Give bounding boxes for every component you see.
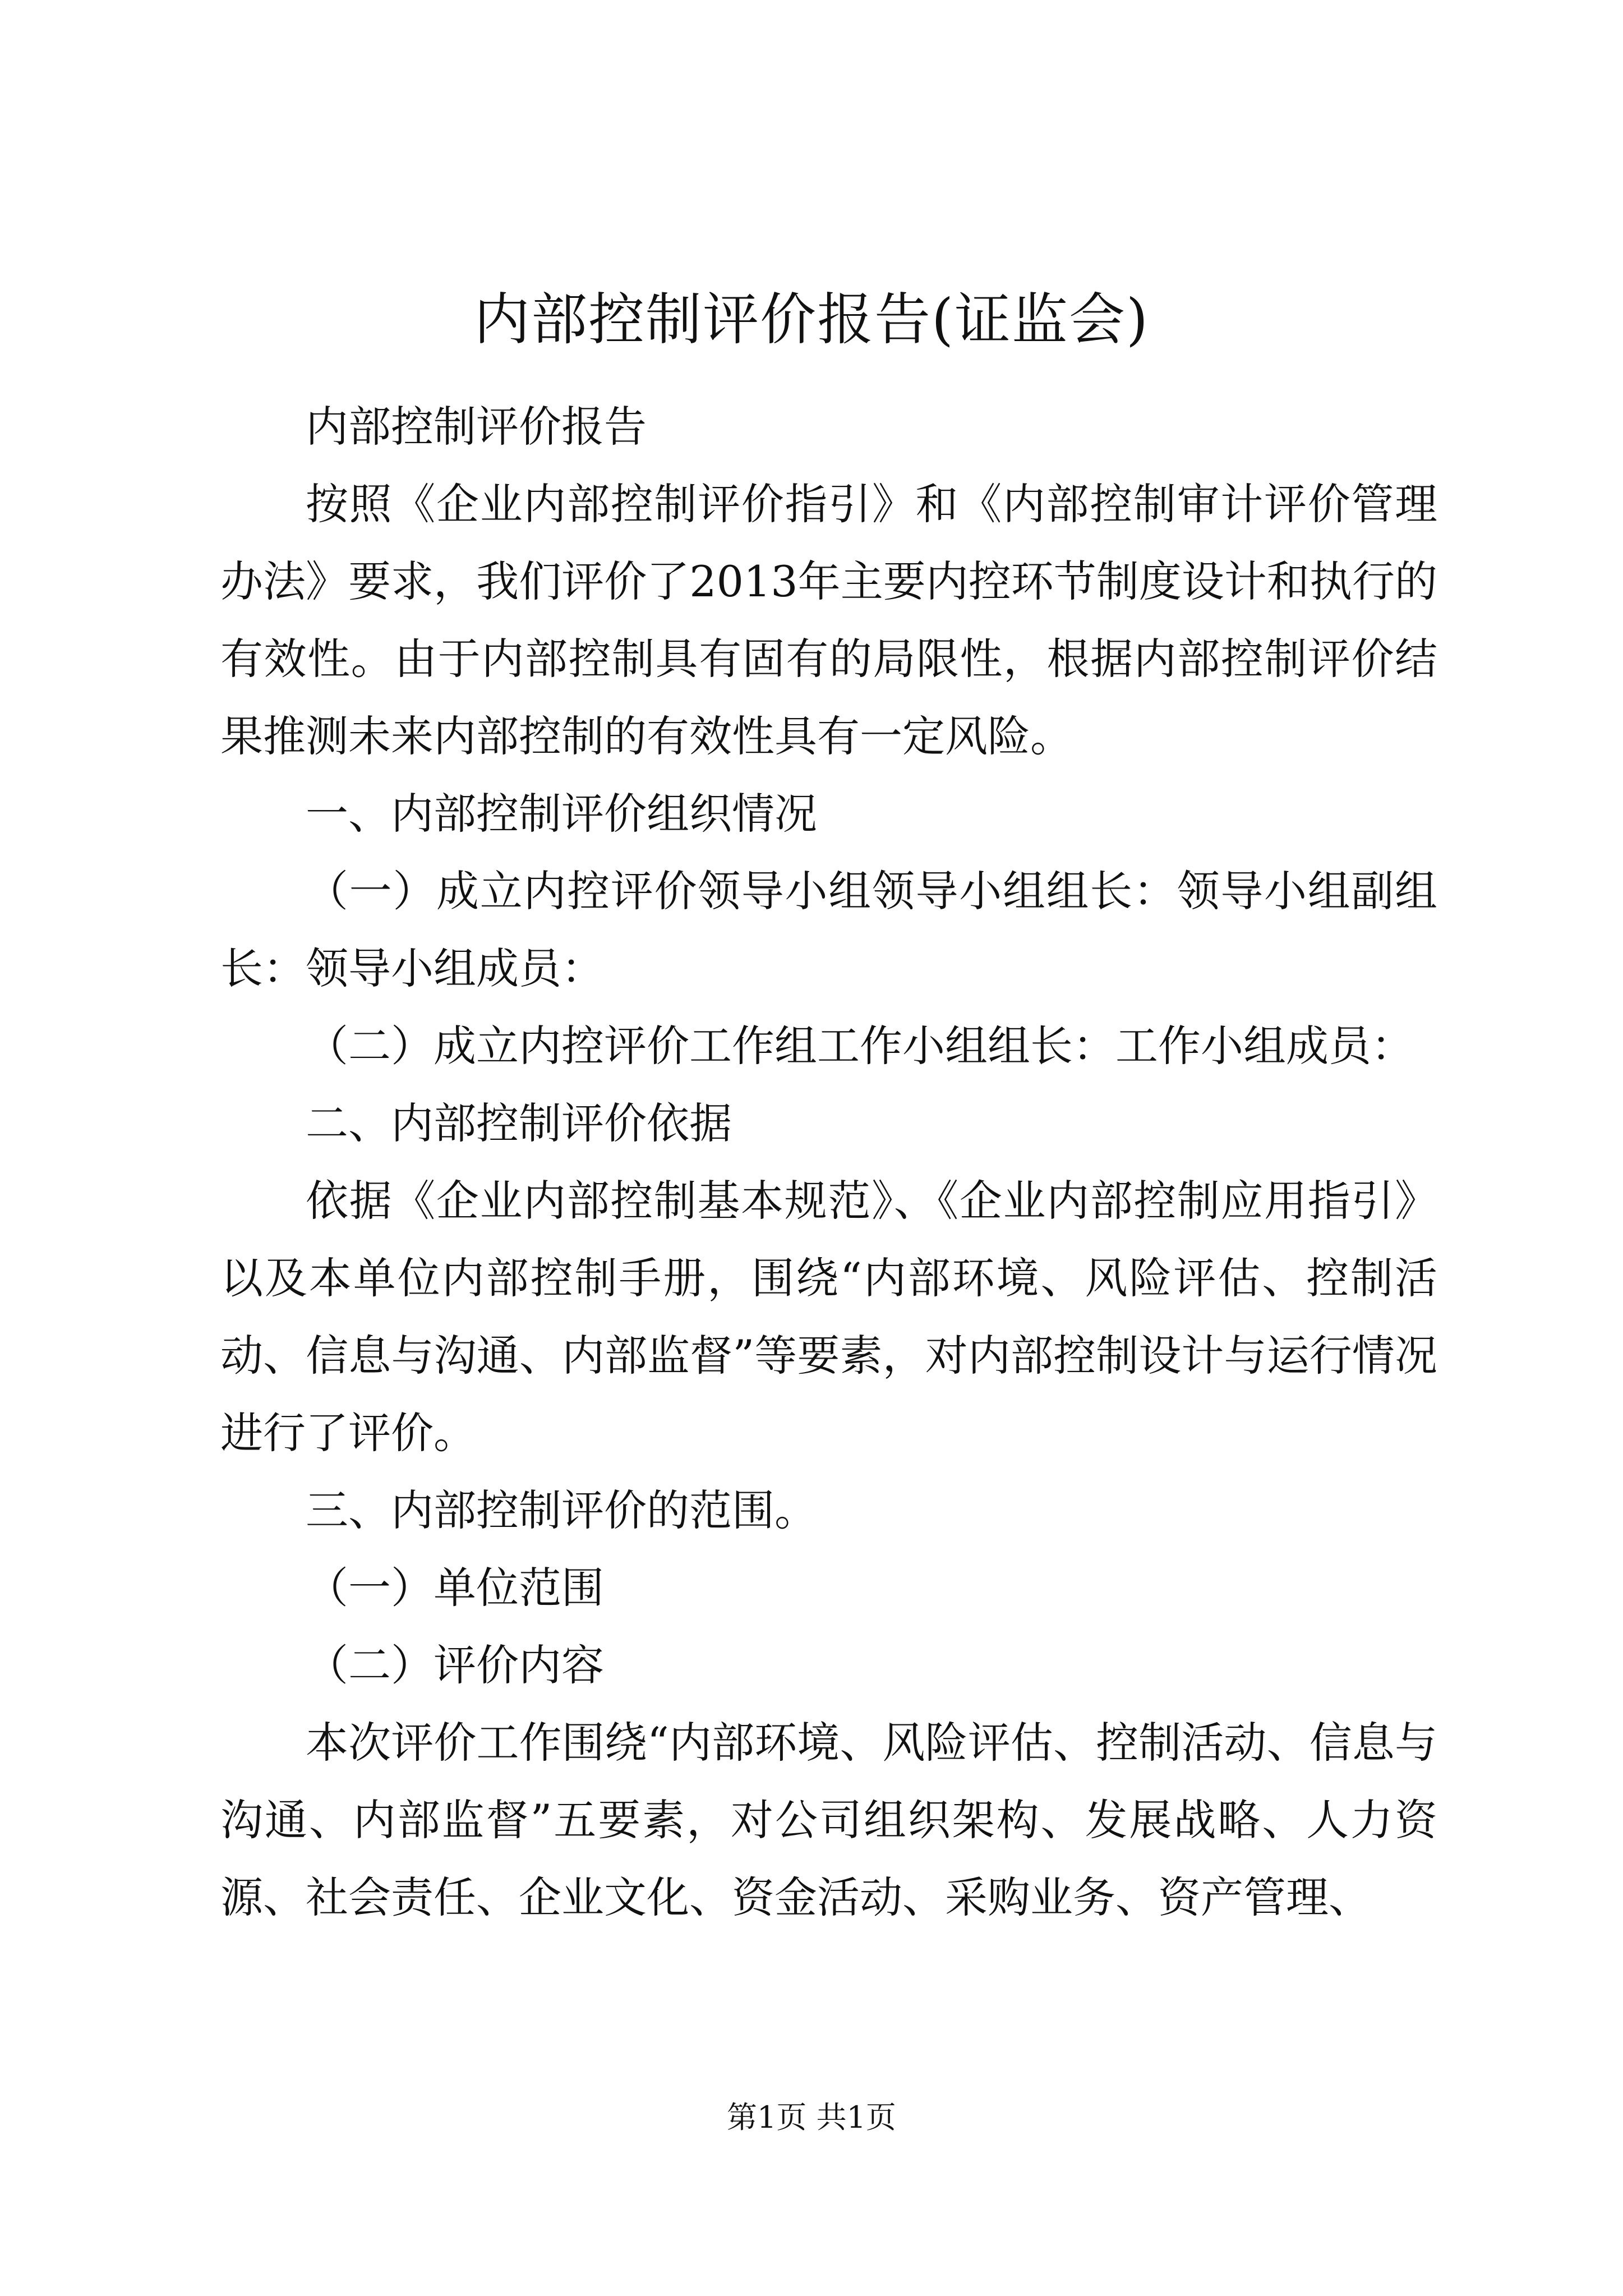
document-body [220, 388, 1437, 1936]
paragraph-basis: 依据《企业内部控制基本规范》、《企业内部控制应用指引》以及本单位内部控制手册，围绕“内部环境、风险评估、控制活动、信息与沟通、内部监督”等要素，对内部控制设计与运行情况进行了评价。 [220, 1176, 1437, 1458]
paragraph-subtitle: 内部控制评价报告 [306, 402, 647, 452]
paragraph-leadership-group: （一）成立内控评价领导小组领导小组组长：领导小组副组长：领导小组成员： [220, 866, 1437, 993]
paragraph-intro: 按照《企业内部控制评价指引》和《内部控制审计评价管理办法》要求，我们评价了2013年主要内控环节制度设计和执行的有效性。由于内部控制具有固有的局限性，根据内部控制评价结果推测未来内部控制的有效性具有一定风险。 [220, 479, 1437, 761]
document-title: 内部控制评价报告(证监会) [473, 287, 1150, 352]
section-heading-1: 一、内部控制评价组织情况 [306, 789, 817, 839]
section-heading-3: 三、内部控制评价的范围。 [306, 1485, 817, 1535]
paragraph-evaluation-scope: 本次评价工作围绕“内部环境、风险评估、控制活动、信息与沟通、内部监督”五要素，对公司组织架构、发展战略、人力资源、社会责任、企业文化、资金活动、采购业务、资产管理、 [220, 1718, 1437, 1922]
paragraph-working-group: （二）成立内控评价工作组工作小组组长：工作小组成员： [306, 1021, 1414, 1071]
page-footer: 第1页 共1页 [727, 2100, 896, 2135]
subsection-unit-scope: （一）单位范围 [306, 1563, 604, 1613]
section-heading-2: 二、内部控制评价依据 [306, 1098, 732, 1148]
subsection-evaluation-content: （二）评价内容 [306, 1640, 604, 1690]
